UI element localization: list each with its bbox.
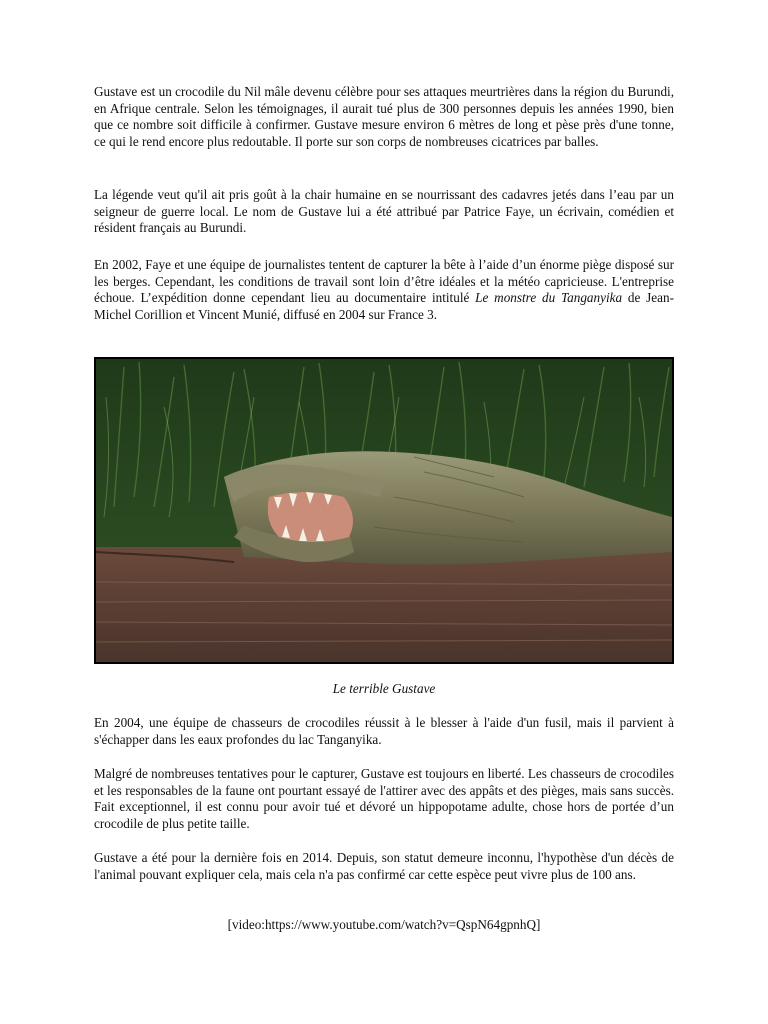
video-link[interactable]: [video:https://www.youtube.com/watch?v=QspN64gpnhQ] <box>227 917 541 932</box>
paragraph-2004: En 2004, une équipe de chasseurs de crocodiles réussit à le blesser à l'aide d'un fusil, mais il parvient à s'échapper dans les eaux profondes du lac Tanganyika. <box>94 715 674 747</box>
crocodile-photo <box>94 357 674 664</box>
paragraph-expedition-text-2: de Jean-Michel Corillion et Vincent Munié, diffusé en 2004 sur France 3. <box>94 290 674 322</box>
paragraph-attempts: Malgré de nombreuses tentatives pour le capturer, Gustave est toujours en liberté. Les chasseurs de crocodiles et les responsables de la faune ont pourtant essayé de l'attirer avec des appâts et des pièges, mais sans succès. Fait exceptionnel, il est connu pour avoir tué et dévoré un hippopotame adulte, chose hors de portée d’un crocodile de plus petite taille. <box>94 766 674 831</box>
documentary-title: Le monstre du Tanganyika <box>475 290 623 306</box>
paragraph-expedition-text-1: En 2002, Faye et une équipe de journalistes tentent de capturer la bête à l’aide d’un énorme piège disposé sur les berges. Cependant, les conditions de travail sont loin d’être idéales et la météo capricieuse. L'entreprise échoue. L’expédition donne cependant lieu au documentaire intitulé <box>94 257 674 306</box>
paragraph-expedition <box>94 257 674 323</box>
photo-caption: Le terrible Gustave <box>332 681 436 696</box>
paragraph-legend: La légende veut qu'il ait pris goût à la chair humaine en se nourrissant des cadavres jetés dans l’eau par un seigneur de guerre local. Le nom de Gustave lui a été attribué par Patrice Faye, un écrivain, comédien et résident français au Burundi. <box>94 187 674 236</box>
paragraph-intro: Gustave est un crocodile du Nil mâle devenu célèbre pour ses attaques meurtrières dans la région du Burundi, en Afrique centrale. Selon les témoignages, il aurait tué plus de 300 personnes depuis les années 1990, bien que ce nombre soit difficile à confirmer. Gustave mesure environ 6 mètres de long et pèse près d'une tonne, ce qui le rend encore plus redoutable. Il porte sur son corps de nombreuses cicatrices par balles. <box>94 84 674 149</box>
paragraph-2014: Gustave a été pour la dernière fois en 2014. Depuis, son statut demeure inconnu, l'hypothèse d'un décès de l'animal pouvant expliquer cela, mais cela n'a pas confirmé car cette espèce peut vivre plus de 100 ans. <box>94 850 674 882</box>
